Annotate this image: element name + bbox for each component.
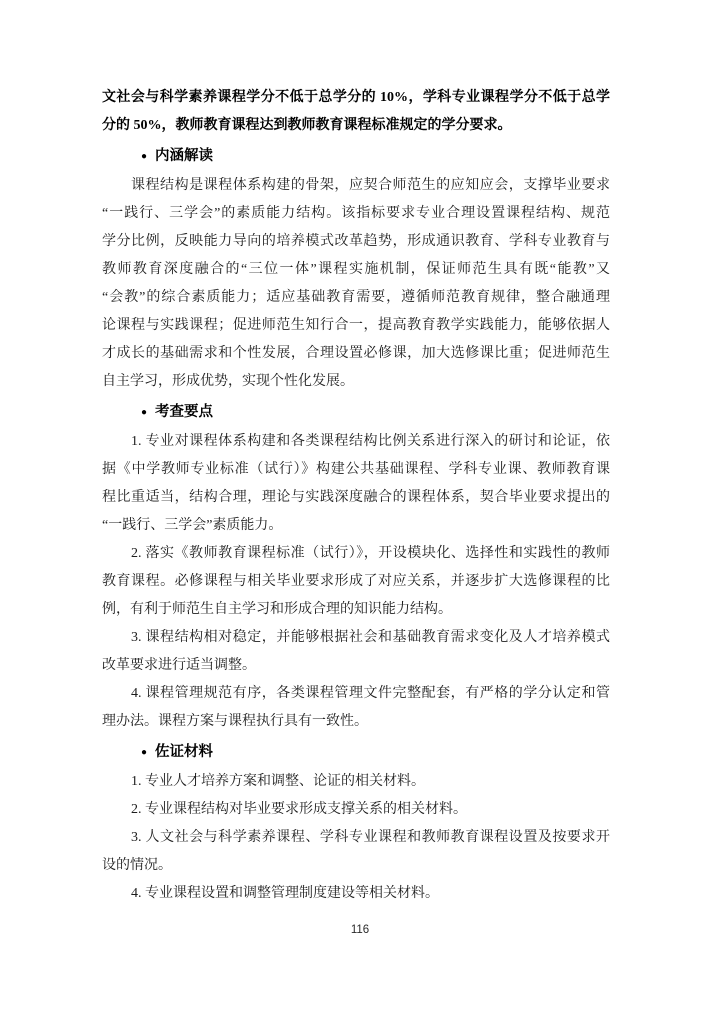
body-paragraph	[102, 768, 610, 796]
text-line: 1. 专业人才培养方案和调整、论证的相关材料。	[131, 774, 425, 789]
text-line: 论课程与实践课程；促进师范生知行合一，提高教育教学实践能力，能够依据人	[102, 318, 610, 333]
text-line: 1. 专业对课程体系构建和各类课程结构比例关系进行深入的研讨和论证，依	[131, 434, 610, 449]
text-line: 3. 人文社会与科学素养课程、学科专业课程和教师教育课程设置及按要求开	[131, 830, 610, 845]
text-line: 课程结构是课程体系构建的骨架，应契合师范生的应知应会，支撑毕业要求	[131, 178, 610, 193]
heading-label: 佐证材料	[155, 744, 214, 760]
body-paragraph	[102, 428, 610, 540]
text-line: 分的 50%，教师教育课程达到教师教育课程标准规定的学分要求。	[102, 118, 512, 133]
body-paragraph	[102, 624, 610, 680]
text-line: 2. 落实《教师教育课程标准（试行）》，开设模块化、选择性和实践性的教师	[131, 546, 610, 561]
text-line: 理办法。课程方案与课程执行具有一致性。	[102, 714, 368, 729]
section-heading	[102, 398, 610, 426]
text-line: “一践行、三学会”的素质能力结构。该指标要求专业合理设置课程结构、规范	[102, 206, 610, 221]
text-line: 改革要求进行适当调整。	[102, 658, 256, 673]
section-heading	[102, 142, 610, 170]
intro-paragraph	[102, 84, 610, 140]
body-paragraph	[102, 824, 610, 880]
text-line: 例，有利于师范生自主学习和形成合理的知识能力结构。	[102, 602, 452, 617]
page-body	[102, 84, 610, 908]
heading-label: 内涵解读	[155, 148, 214, 164]
section-heading	[102, 738, 610, 766]
text-line: 程比重适当，结构合理，理论与实践深度融合的课程体系，契合毕业要求提出的	[102, 490, 610, 505]
text-line: 4. 课程管理规范有序，各类课程管理文件完整配套，有严格的学分认定和管	[131, 686, 610, 701]
text-line: 据《中学教师专业标准（试行）》构建公共基础课程、学科专业课、教师教育课	[102, 462, 610, 477]
text-line: 文社会与科学素养课程学分不低于总学分的 10%，学科专业课程学分不低于总学	[102, 90, 610, 105]
text-line: 4. 专业课程设置和调整管理制度建设等相关材料。	[131, 886, 439, 901]
heading-label: 考查要点	[155, 404, 214, 420]
text-line: “一践行、三学会”素质能力。	[102, 518, 283, 533]
body-paragraph	[102, 680, 610, 736]
body-paragraph	[102, 880, 610, 908]
text-line: 设的情况。	[102, 858, 172, 873]
page-number: 116	[350, 924, 370, 936]
text-line: “会教”的综合素质能力；适应基础教育需要，遵循师范教育规律，整合融通理	[102, 290, 610, 305]
text-line: 教师教育深度融合的“三位一体”课程实施机制，保证师范生具有既“能教”又	[102, 262, 610, 277]
body-paragraph	[102, 540, 610, 624]
text-line: 2. 专业课程结构对毕业要求形成支撑关系的相关材料。	[131, 802, 467, 817]
text-line: 才成长的基础需求和个性发展，合理设置必修课，加大选修课比重；促进师范生	[102, 346, 610, 361]
text-line: 自主学习，形成优势，实现个性化发展。	[102, 374, 354, 389]
bullet-icon: ●	[141, 407, 148, 418]
bullet-icon: ●	[141, 747, 148, 758]
body-paragraph	[102, 172, 610, 396]
body-paragraph	[102, 796, 610, 824]
bullet-icon: ●	[141, 151, 148, 162]
text-line: 教育课程。必修课程与相关毕业要求形成了对应关系，并逐步扩大选修课程的比	[102, 574, 610, 589]
page-footer	[0, 924, 720, 936]
text-line: 学分比例，反映能力导向的培养模式改革趋势，形成通识教育、学科专业教育与	[102, 234, 610, 249]
text-line: 3. 课程结构相对稳定，并能够根据社会和基础教育需求变化及人才培养模式	[131, 630, 610, 645]
